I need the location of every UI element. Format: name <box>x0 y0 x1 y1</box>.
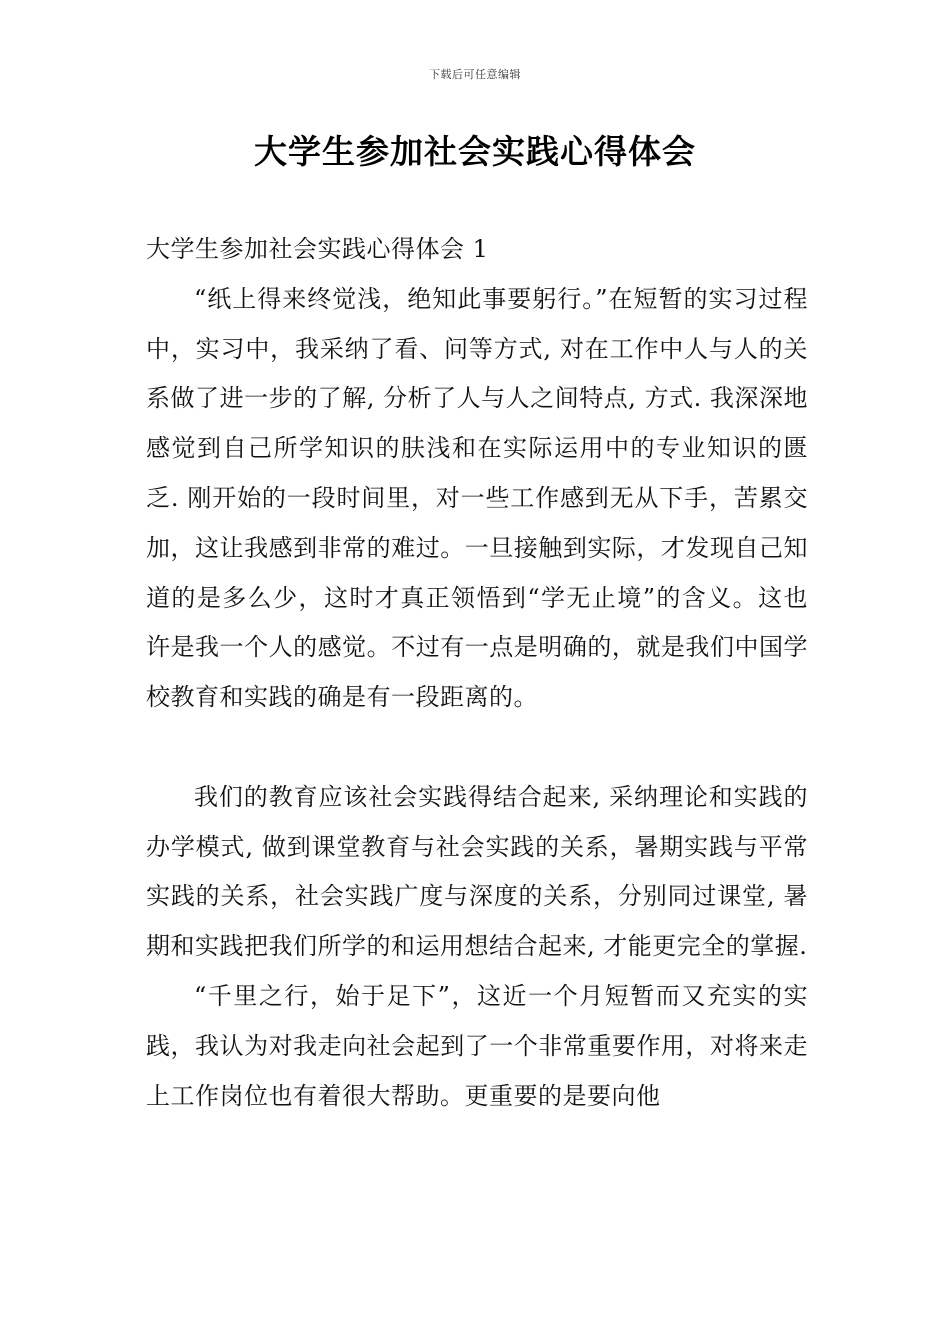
paragraph-3: “千里之行，始于足下”，这近一个月短暂而又充实的实践，我认为对我走向社会起到了一个非常重要作用，对将来走上工作岗位也有着很大帮助。更重要的是要向他 <box>146 981 808 1110</box>
document-title: 大学生参加社会实践心得体会 <box>254 132 696 171</box>
paragraph-1: “纸上得来终觉浅，绝知此事要躬行。”在短暂的实习过程中，实习中，我采纳了看、问等方式, 对在工作中人与人的关系做了进一步的了解, 分析了人与人之间特点, 方式. 我深深地感觉到自己所学知识的肤浅和在实际运用中的专业知识的匮乏. 刚开始的一段时间里，对一些工作感到无从下手，苦累交加，这让我感到非常的难过。一旦接触到实际，才发现自己知道的是多么少，这时才真正领悟到“学无止境”的含义。这也许是我一个人的感觉。不过有一点是明确的，就是我们中国学校教育和实践的确是有一段距离的。 <box>146 284 808 712</box>
document-body <box>146 225 808 1121</box>
header-note: 下载后可任意编辑 <box>429 68 521 81</box>
paragraph-2: 我们的教育应该社会实践得结合起来, 采纳理论和实践的办学模式, 做到课堂教育与社会实践的关系，暑期实践与平常实践的关系，社会实践广度与深度的关系，分别同过课堂, 暑期和实践把我们所学的和运用想结合起来, 才能更完全的掌握. <box>146 782 808 961</box>
section-heading: 大学生参加社会实践心得体会 1 <box>146 235 489 263</box>
